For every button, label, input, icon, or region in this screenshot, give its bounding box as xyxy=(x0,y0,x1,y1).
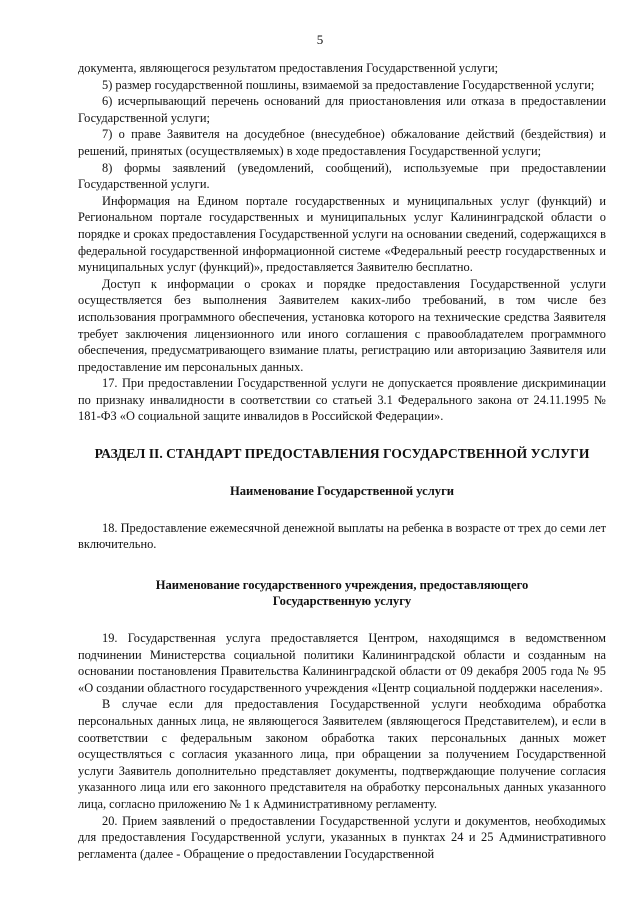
subheading: Наименование Государственной услуги xyxy=(229,484,455,499)
paragraph: 7) о праве Заявителя на досудебное (внесудебное) обжалование действий (бездействия) и решений, принятых (осуществляемых) в ходе предоставления Государственной услуги; xyxy=(78,127,606,158)
page-number: 5 xyxy=(316,32,324,47)
paragraph: Доступ к информации о сроках и порядке предоставления Государственной услуги осуществляется без выполнения Заявителем каких-либо требований, в том числе без использования программного обеспечения, установка которого на технические средства Заявителя требует заключения лицензионного или иного соглашения с правообладателем программного обеспечения, предусматривающего взимание платы, регистрацию или авторизацию Заявителя или предоставление им персональных данных. xyxy=(78,276,606,374)
paragraph: 6) исчерпывающий перечень оснований для приостановления или отказа в предоставлении Государственной услуги; xyxy=(78,94,606,125)
paragraph: документа, являющегося результатом предоставления Государственной услуги; xyxy=(78,61,499,75)
paragraph: 5) размер государственной пошлины, взимаемой за предоставление Государственной услуги; xyxy=(102,77,595,92)
paragraph: 18. Предоставление ежемесячной денежной выплаты на ребенка в возрасте от трех до семи лет включительно. xyxy=(78,520,606,552)
document-body xyxy=(78,60,606,862)
paragraph: 17. При предоставлении Государственной услуги не допускается проявление дискриминации по признаку инвалидности в соответствии со статьей 3.1 Федерального закона от 24.11.1995 № 181-ФЗ «О социальной защите инвалидов в Российской Федерации». xyxy=(78,376,606,424)
paragraph: 20. Прием заявлений о предоставлении Государственной услуги и документов, необходимых для предоставления Государственной услуги, указанных в пунктах 24 и 25 Административного регламента (далее - Обращение о предоставлении Государственной xyxy=(78,813,606,861)
subheading-line: Государственную услугу xyxy=(272,594,412,609)
paragraph: В случае если для предоставления Государственной услуги необходима обработка персональных данных лица, не являющегося Заявителем (являющегося Представителем), и если в соответствии с федеральным законом обработка таких персональных данных может осуществляться с согласия указанного лица, при обращении за получением Государственной услуги Заявитель дополнительно представляет документы, подтверждающие получение согласия указанного лица или его законного представителя на обработку персональных данных указанного лица, согласно приложению № 1 к Административному регламенту. xyxy=(78,697,606,811)
subheading-line: Наименование государственного учреждения, предоставляющего xyxy=(155,577,529,592)
paragraph: Информация на Едином портале государственных и муниципальных услуг (функций) и Региональном портале государственных и муниципальных услуг Калининградской области о порядке и сроках предоставления Государственной услуги на основании сведений, содержащихся в федеральной государственной информационной системе «Федеральный реестр государственных и муниципальных услуг (функций)», предоставляется Заявителю бесплатно. xyxy=(78,193,606,275)
paragraph: 19. Государственная услуга предоставляется Центром, находящимся в ведомственном подчинении Министерства социальной политики Калининградской области и созданным на основании постановления Правительства Калининградской области от 09 декабря 2005 года № 95 «О создании областного государственного учреждения «Центр социальной поддержки населения». xyxy=(78,631,606,695)
subheading xyxy=(78,577,606,610)
section-heading: РАЗДЕЛ II. СТАНДАРТ ПРЕДОСТАВЛЕНИЯ ГОСУДАРСТВЕННОЙ УСЛУГИ xyxy=(94,446,590,462)
paragraph: 8) формы заявлений (уведомлений, сообщений), используемые при предоставлении Государственной услуги. xyxy=(78,160,606,192)
